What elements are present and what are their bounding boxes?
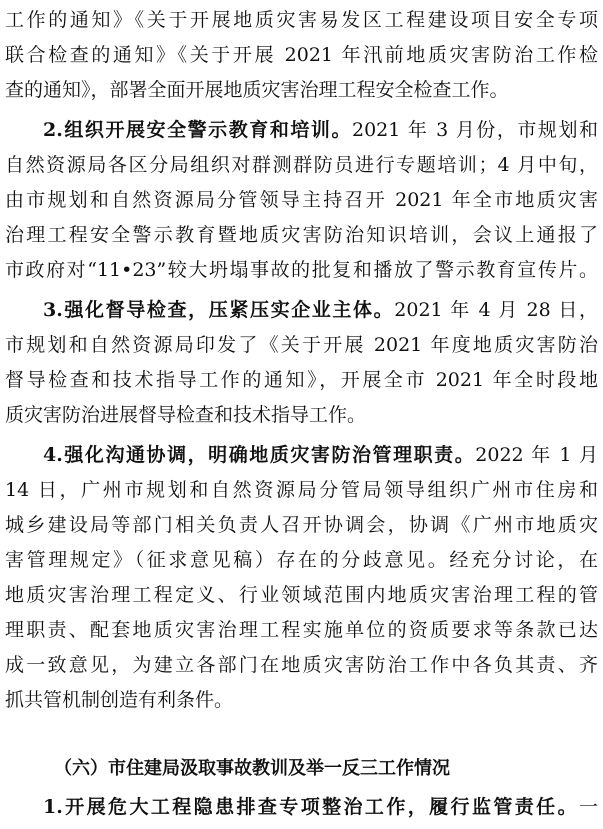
text-line: 成一致意见，为建立各部门在地质灾害防治工作中各负其责、齐 [5, 654, 598, 676]
text-line: 工作的通知》《关于开展地质灾害易发区工程建设项目安全专项 [5, 9, 598, 31]
paragraph-heading: 4.强化沟通协调，明确地质灾害防治管理职责。 [43, 444, 476, 466]
text-line: 城乡建设局等部门相关负责人召开协调会，协调《广州市地质灾 [5, 514, 598, 536]
text-line: 质灾害防治进展督导检查和技术指导工作。 [5, 404, 367, 426]
text-line: 市政府对“11•23”较大坍塌事故的批复和播放了警示教育宣传片。 [5, 259, 598, 281]
text-line: 治理工程安全警示教育暨地质灾害防治知识培训，会议上通报了 [5, 224, 598, 246]
text-line: 查的通知》，部署全面开展地质灾害治理工程安全检查工作。 [5, 79, 509, 101]
section-heading: （六）市住建局汲取事故教训及举一反三工作情况 [54, 758, 450, 779]
paragraph-heading: 1.开展危大工程隐患排查专项整治工作，履行监管责任。 [43, 796, 579, 818]
text-line: 联合检查的通知》《关于开展 2021 年汛前地质灾害防治工作检 [5, 44, 598, 66]
text-line: 督导检查和技术指导工作的通知》，开展全市 2021 年全时段地 [5, 369, 598, 391]
paragraph-heading: 2.组织开展安全警示教育和培训。 [43, 119, 352, 141]
text-line: 14 日，广州市规划和自然资源局分管局领导组织广州市住房和 [5, 479, 598, 501]
paragraph-lead-line: 2.组织开展安全警示教育和培训。2021 年 3 月份，市规划和 [43, 119, 598, 141]
text-line: 由市规划和自然资源局分管领导主持召开 2021 年全市地质灾害 [5, 189, 598, 211]
text-line: 地质灾害治理工程定义、行业领域范围内地质灾害治理工程的管 [5, 584, 598, 606]
paragraph-lead-line: 3.强化督导检查，压紧压实企业主体。2021 年 4 月 28 日， [43, 299, 598, 321]
paragraph-lead-line: 4.强化沟通协调，明确地质灾害防治管理职责。2022 年 1 月 [43, 444, 598, 466]
text-line: 理职责、配套地质灾害治理工程实施单位的资质要求等条款已达 [5, 619, 598, 641]
text-line: 害管理规定》（征求意见稿）存在的分歧意见。经充分讨论，在 [5, 549, 598, 571]
text-line: 市规划和自然资源局印发了《关于开展 2021 年度地质灾害防治 [5, 334, 598, 356]
text-line: 自然资源局各区分局组织对群测群防员进行专题培训；4 月中旬， [5, 154, 598, 176]
text-line: 抓共管机制创造有利条件。 [5, 689, 234, 711]
paragraph-heading: 3.强化督导检查，压紧压实企业主体。 [43, 299, 395, 321]
paragraph-lead-line: 1.开展危大工程隐患排查专项整治工作，履行监管责任。一 [43, 796, 598, 818]
